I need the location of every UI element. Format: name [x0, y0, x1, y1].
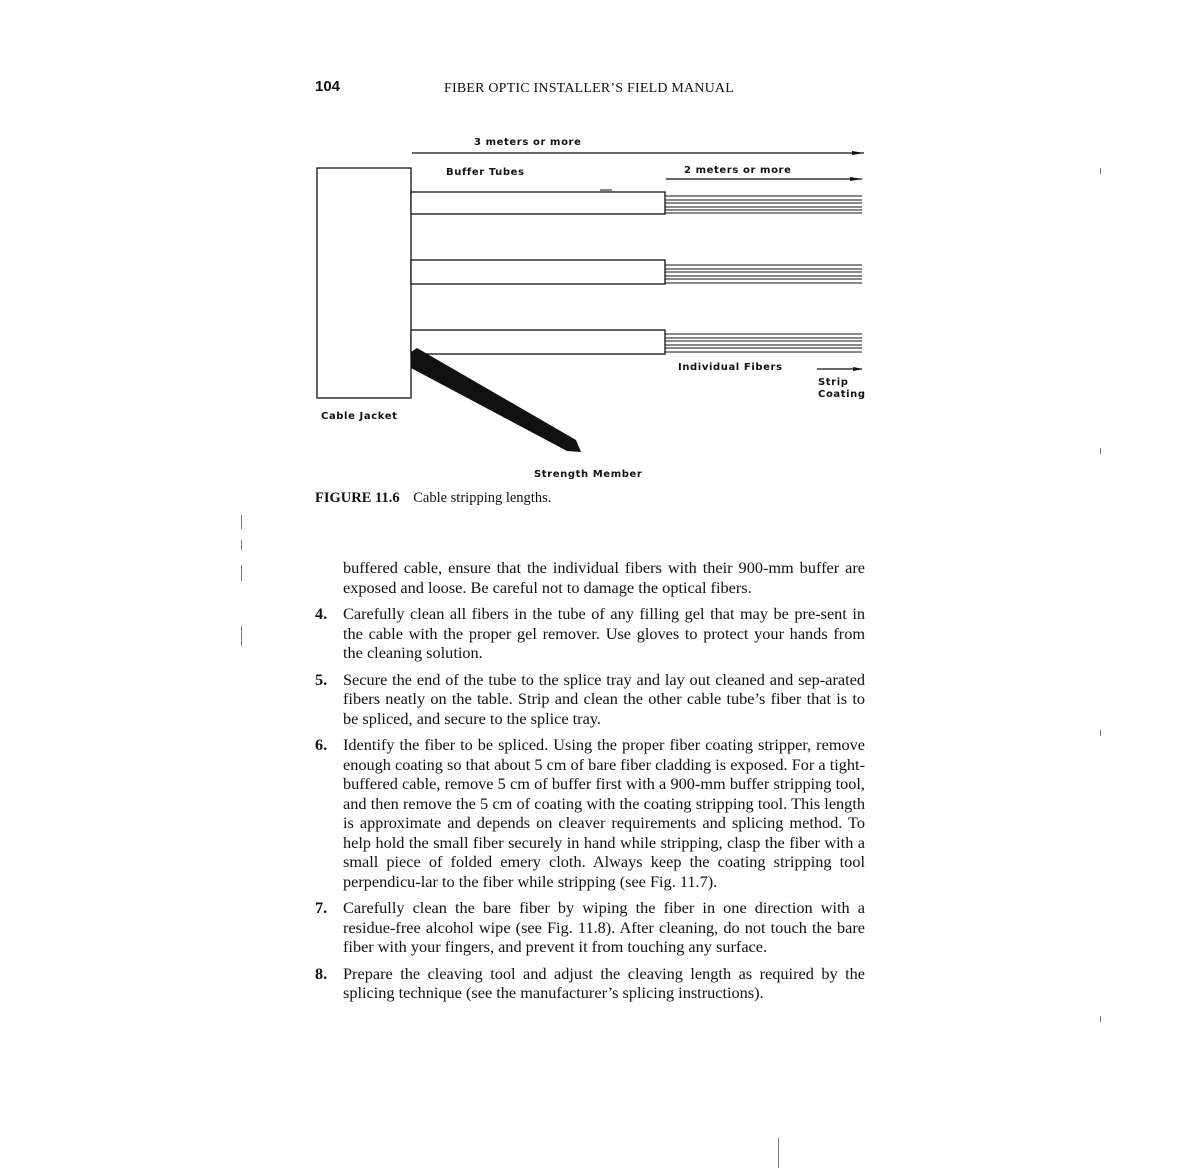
step-number: 4.	[315, 604, 328, 623]
page-number: 104	[315, 78, 341, 95]
scan-mark	[1100, 448, 1101, 454]
step-text: Carefully clean all fibers in the tube of any filling gel that may be pre-sent in the cable with the proper gel remover. Use gloves to protect your hands from the cleaning solution.	[343, 604, 865, 662]
strip-coating-arrowhead	[853, 367, 863, 371]
step-number: 6.	[315, 735, 328, 754]
step-number: 8.	[315, 963, 328, 983]
individual-fibers-label: Individual Fibers	[678, 362, 783, 373]
step-5	[315, 670, 865, 729]
step-text: Secure the end of the tube to the splice tray and lay out cleaned and sep-arated fibers neatly on the table. Strip and clean the other cable tube’s fiber that is to be spliced, and secure to the splice tray.	[343, 669, 865, 728]
step-text: Carefully clean the bare fiber by wiping the fiber in one direction with a residue-free alcohol wipe (see Fig. 11.8). After cleaning, do not touch the bare fiber with your fingers, and prevent it from touching any surface.	[343, 898, 865, 956]
cable-jacket-label: Cable Jacket	[321, 411, 398, 422]
two-meter-arrowhead	[850, 177, 862, 181]
figure-caption	[315, 490, 551, 507]
step-8	[315, 964, 865, 1003]
scan-mark	[1100, 1016, 1101, 1022]
scan-mark	[241, 565, 242, 581]
step-4	[315, 604, 865, 663]
strength-member	[411, 348, 581, 452]
figure-caption-text: Cable stripping lengths.	[413, 490, 552, 506]
buffer-tubes-label: Buffer Tubes	[446, 167, 525, 178]
scan-mark	[1100, 730, 1101, 736]
scan-mark	[778, 1138, 779, 1168]
step-number: 5.	[315, 669, 328, 689]
two-meter-label: 2 meters or more	[684, 165, 792, 176]
strip-coating-label: Strip Coating	[818, 377, 866, 400]
body-text	[315, 558, 865, 1010]
step-text: Prepare the cleaving tool and adjust the cleaving length as required by the splicing technique (see the manufacturer’s splicing instructions).	[343, 963, 865, 1002]
step-number: 7.	[315, 898, 328, 917]
step-text: Identify the fiber to be spliced. Using the proper fiber coating stripper, remove enough coating so that about 5 cm of bare fiber cladding is exposed. For a tight-buffered cable, remove 5 cm of buffer first with a 900-mm buffer stripping tool, and then remove the 5 cm of coating with the coating stripping tool. This length is approximate and depends on cleaver requirements and splicing method. To help hold the small fiber securely in hand while stripping, clasp the fiber with a small piece of folded emery cloth. Always keep the coating stripping tool perpendicu-lar to the fiber while stripping (see Fig. 11.7).	[343, 735, 865, 891]
running-head: FIBER OPTIC INSTALLER’S FIELD MANUAL	[444, 81, 734, 96]
buffer-tube-1	[411, 192, 862, 214]
buffer-tube-2	[411, 260, 862, 284]
scan-mark	[241, 540, 242, 550]
figure-caption-number: FIGURE 11.6	[315, 490, 400, 506]
continuation-paragraph: buffered cable, ensure that the individual fibers with their 900-mm buffer are exposed and loose. Be careful not to damage the optical fibers.	[343, 558, 865, 597]
step-6	[315, 735, 865, 891]
three-meter-label: 3 meters or more	[474, 137, 582, 148]
step-7	[315, 898, 865, 957]
scan-mark	[241, 626, 242, 646]
strength-member-label: Strength Member	[534, 469, 643, 480]
cable-jacket-box	[317, 168, 411, 398]
cable-stripping-figure	[0, 0, 1191, 500]
buffer-tube-3	[411, 330, 862, 354]
three-meter-arrowhead	[852, 151, 864, 155]
figure-drawing	[0, 0, 1191, 500]
scan-mark	[241, 515, 242, 529]
scan-mark	[1100, 168, 1101, 174]
